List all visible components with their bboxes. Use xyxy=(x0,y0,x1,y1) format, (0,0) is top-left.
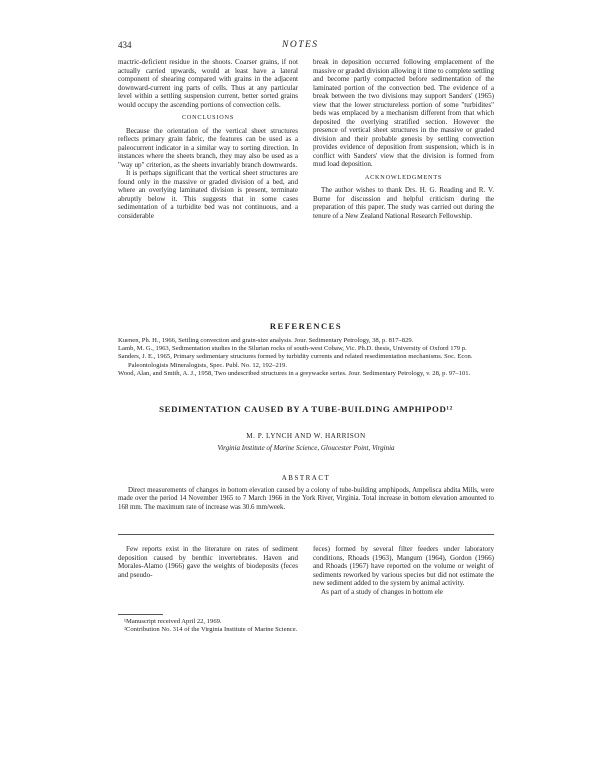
bottom-right-column xyxy=(313,545,494,596)
references-heading: REFERENCES xyxy=(269,321,343,331)
reference-item: Wood, Alan, and Smith, A. J., 1958, Two undescribed structures in a greywacke series. Jour. Sedimentary Petrology, v. 28, p. 97–101. xyxy=(118,369,471,377)
page-number: 434 xyxy=(118,40,132,50)
article-affiliation: Virginia Institute of Marine Science, Gloucester Point, Virginia xyxy=(217,444,395,452)
paragraph: The author wishes to thank Drs. H. G. Reading and R. V. Burne for discussion and helpful criticism during the preparation of this paper. The study was carried out during the tenure of a New Zealand National Research Fellowship. xyxy=(313,186,494,220)
top-right-column xyxy=(313,58,494,220)
reference-item: Kuenen, Ph. H., 1966, Settling convection and grain-size analysis. Jour. Sedimentary Petrology, 38, p. 817–829. xyxy=(118,337,414,344)
reference-item: Sanders, J. E., 1965, Primary sedimentary structures formed by turbidity currents and related resedimentation mechanisms. Soc. Econ. Paleontologists Mineralogists, Spec. Publ. No. 12, 192–219. xyxy=(118,353,473,369)
bottom-left-column xyxy=(118,545,298,579)
paragraph: As part of a study of changes in bottom ele xyxy=(321,587,443,596)
paragraph: Because the orientation of the vertical sheet structures reflects primary grain fabric, the features can be used as a paleocurrent indicator in a similar way to sorting direction. In instances where the sheets branch, they may also be used as a "way up" criterion, as the sheets invariably branch downwards. xyxy=(118,126,298,169)
paragraph: break in deposition occurred following emplacement of the massive or graded division allowing it time to complete settling and become partly compacted before sedimentation of the laminated portion of the convection bed. The evidence of a break between the two divisions may support Sanders' (1965) view that the lower structureless portion of some "turbidites" beds was emplaced by a mechanism different from that which deposited the overlying stratified section. However the presence of vertical sheet structures in the massive or graded division and their probable genesis by settling convection provides evidence of deposition from suspension, which is in conflict with Sanders' view that the division is formed from mud load deposition. xyxy=(313,58,494,168)
top-left-column xyxy=(118,58,298,220)
running-head: NOTES xyxy=(282,40,319,50)
abstract-text: Direct measurements of changes in bottom elevation caused by a colony of tube-building amphipods, Ampelisca abdita Mills, were made over the period 14 November 1965 to 7 March 1966 in the York River, Virginia. Total increase in bottom elevation amounted to 168 mm. The maximum rate of increase was 30.6 mm/week. xyxy=(118,487,494,511)
footnote-divider xyxy=(118,614,163,615)
footnote: ¹Manuscript received April 22, 1969. xyxy=(124,618,222,625)
abstract-heading: ABSTRACT xyxy=(281,474,331,482)
abstract-divider xyxy=(118,534,494,535)
footnotes xyxy=(118,618,298,634)
article-title: SEDIMENTATION CAUSED BY A TUBE-BUILDING AMPHIPOD¹² xyxy=(159,404,453,414)
footnote: ²Contribution No. 314 of the Virginia Institute of Marine Science. xyxy=(124,626,298,633)
paragraph: mactric-deficient residue in the shoots. Coarser grains, if not actually carried upwards, would at least have a lateral component of shearing compared with grains in the adjacent downward-current ing parts of cells. Thus at any particular level within a settling suspension current, better sorted grains would occupy the ascending portions of convection cells. xyxy=(118,58,298,109)
paragraph: It is perhaps significant that the vertical sheet structures are found only in the massive or graded division of a bed, and where an overlying laminated division is present, terminate abruptly below it. This suggests that in some cases sedimentation of a turbidite bed was not continuous, and a considerable xyxy=(118,169,298,220)
article-authors: M. P. LYNCH AND W. HARRISON xyxy=(246,432,366,440)
paragraph: Few reports exist in the literature on rates of sediment deposition caused by benthic invertebrates. Haven and Morales-Alamo (1966) gave the weights of biodeposits (feces and pseudo- xyxy=(118,545,298,579)
reference-item: Lamb, M. G., 1963, Sedimentation studies in the Silurian rocks of south-west Cobaw, Vic. Ph.D. thesis, University of Oxford 179 p. xyxy=(118,345,467,353)
section-heading-conclusions: CONCLUSIONS xyxy=(181,114,235,121)
paragraph: feces) formed by several filter feeders under laboratory conditions, Rhoads (1963), Mangum (1964), Gordon (1966) and Rhoads (1967) have reported on the volume or weight of sediments reworked by various species but did not estimate the new sediment added to the system by animal activity. xyxy=(313,545,494,587)
references-list xyxy=(118,337,494,378)
section-heading-acknowledgments: ACKNOWLEDGMENTS xyxy=(364,173,443,181)
